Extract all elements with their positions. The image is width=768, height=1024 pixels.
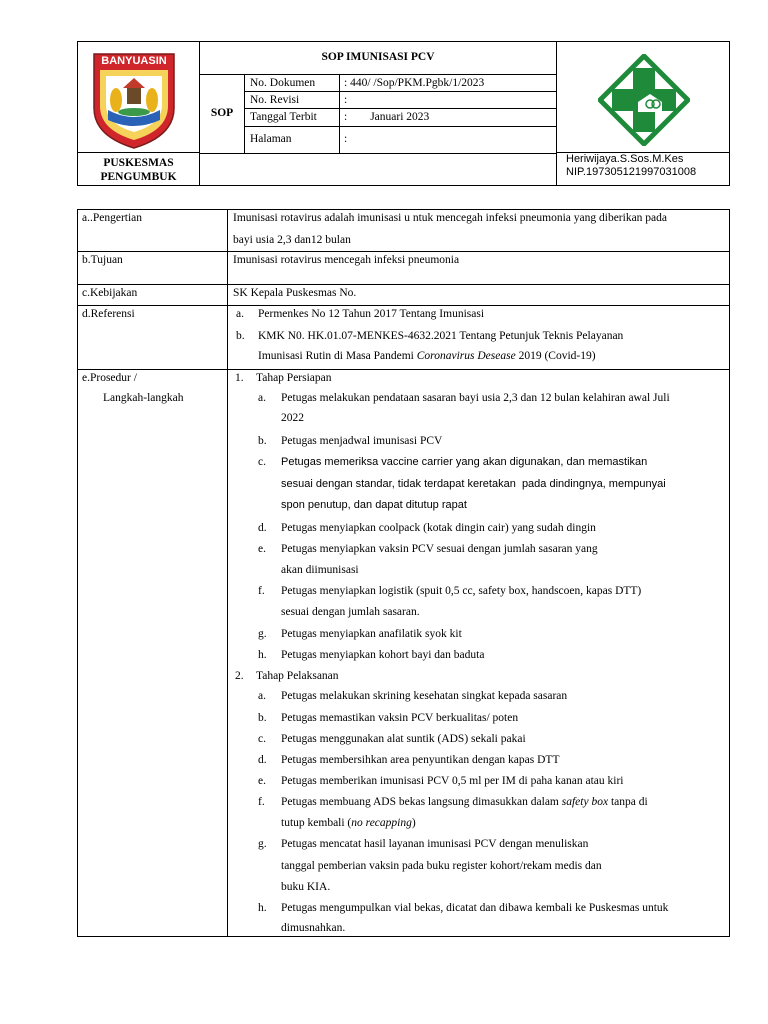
- field-label-tanggal: Tanggal Terbit: [250, 111, 317, 123]
- exec-d-marker: d.: [258, 754, 267, 766]
- org-line-2: PENGUMBUK: [100, 171, 177, 183]
- field-value-tanggal: : Januari 2023: [344, 111, 430, 123]
- prep-b-line-1: Petugas menjadwal imunisasi PCV: [281, 435, 443, 447]
- exec-g-line-2: tanggal pemberian vaksin pada buku register kohort/rekam medis dan: [281, 860, 602, 872]
- prep-a-line-1: Petugas melakukan pendataan sasaran bayi usia 2,3 dan 12 bulan kelahiran awal Juli: [281, 392, 670, 404]
- exec-a-line-1: Petugas melakukan skrining kesehatan singkat kepada sasaran: [281, 690, 568, 702]
- exec-b-marker: b.: [258, 712, 267, 724]
- field-value-dokumen: : 440/ /Sop/PKM.Pgbk/1/2023: [344, 77, 485, 89]
- sop-label: SOP: [210, 107, 234, 119]
- tujuan-label: b.Tujuan: [82, 254, 123, 266]
- exec-f-line-1: Petugas membuang ADS bekas langsung dimasukkan dalam safety box tanpa di: [281, 796, 648, 808]
- exec-c-line-1: Petugas menggunakan alat suntik (ADS) sekali pakai: [281, 733, 526, 745]
- exec-b-line-1: Petugas memastikan vaksin PCV berkualitas/ poten: [281, 712, 519, 724]
- exec-g-line-3: buku KIA.: [281, 881, 331, 893]
- exec-e-marker: e.: [258, 775, 266, 787]
- page-title: SOP IMUNISASI PCV: [321, 51, 435, 63]
- pengertian-line-2: bayi usia 2,3 dan12 bulan: [233, 234, 351, 246]
- exec-g-line-1: Petugas mencatat hasil layanan imunisasi PCV dengan menuliskan: [281, 838, 589, 850]
- exec-d-line-1: Petugas membersihkan area penyuntikan dengan kapas DTT: [281, 754, 560, 766]
- prep-h-line-1: Petugas menyiapkan kohort bayi dan baduta: [281, 649, 485, 661]
- prep-a-line-2: 2022: [281, 412, 304, 424]
- step-1-title: Tahap Persiapan: [256, 372, 332, 384]
- prep-f-line-1: Petugas menyiapkan logistik (spuit 0,5 cc, safety box, handscoen, kapas DTT): [281, 585, 642, 597]
- step-1-number: 1.: [235, 372, 244, 384]
- exec-f-marker: f.: [258, 796, 265, 808]
- tujuan-text: Imunisasi rotavirus mencegah infeksi pneumonia: [233, 254, 460, 266]
- field-label-revisi: No. Revisi: [250, 94, 300, 106]
- prep-h-marker: h.: [258, 649, 267, 661]
- field-label-halaman: Halaman: [250, 133, 292, 145]
- kebijakan-label: c.Kebijakan: [82, 287, 138, 299]
- logo-text: BANYUASIN: [101, 55, 167, 67]
- prep-e-line-2: akan diimunisasi: [281, 564, 359, 576]
- signer: [566, 153, 696, 179]
- org-name: [78, 156, 199, 184]
- exec-e-line-1: Petugas memberikan imunisasi PCV 0,5 ml per IM di paha kanan atau kiri: [281, 775, 624, 787]
- kebijakan-text: SK Kepala Puskesmas No.: [233, 287, 357, 299]
- step-2-title: Tahap Pelaksanan: [256, 670, 339, 682]
- prep-d-line-1: Petugas menyiapkan coolpack (kotak dingin cair) yang sudah dingin: [281, 522, 596, 534]
- prep-c-marker: c.: [258, 456, 266, 468]
- field-value-revisi: :: [344, 94, 348, 106]
- ref-b-line-2: Imunisasi Rutin di Masa Pandemi Coronavirus Desease 2019 (Covid-19): [258, 350, 596, 362]
- ref-b-marker: b.: [236, 330, 245, 342]
- prep-c-line-2: sesuai dengan standar, tidak terdapat keretakan pada dindingnya, mempunyai: [281, 478, 666, 490]
- exec-c-marker: c.: [258, 733, 266, 745]
- step-2-number: 2.: [235, 670, 244, 682]
- field-label-dokumen: No. Dokumen: [250, 77, 316, 89]
- prep-c-line-1: Petugas memeriksa vaccine carrier yang akan digunakan, dan memastikan: [281, 456, 648, 468]
- prep-b-marker: b.: [258, 435, 267, 447]
- field-value-halaman: :: [344, 133, 348, 145]
- exec-a-marker: a.: [258, 690, 266, 702]
- pengertian-line-1: Imunisasi rotavirus adalah imunisasi u ntuk mencegah infeksi pneumonia yang diberikan pada: [233, 212, 668, 224]
- exec-g-marker: g.: [258, 838, 267, 850]
- ref-a: Permenkes No 12 Tahun 2017 Tentang Imunisasi: [258, 308, 485, 320]
- prep-a-marker: a.: [258, 392, 266, 404]
- ref-b-line-1: KMK N0. HK.01.07-MENKES-4632.2021 Tentang Petunjuk Teknis Pelayanan: [258, 330, 624, 342]
- ref-a-marker: a.: [236, 308, 244, 320]
- referensi-label: d.Referensi: [82, 308, 135, 320]
- banyuasin-emblem-icon: [90, 50, 178, 150]
- prep-f-marker: f.: [258, 585, 265, 597]
- pengertian-label: a..Pengertian: [82, 212, 143, 224]
- prep-g-line-1: Petugas menyiapkan anafilatik syok kit: [281, 628, 462, 640]
- signer-name: Heriwijaya.S.Sos.M.Kes: [566, 153, 684, 165]
- prosedur-label-1: e.Prosedur /: [82, 372, 137, 384]
- exec-h-line-1: Petugas mengumpulkan vial bekas, dicatat dan dibawa kembali ke Puskesmas untuk: [281, 902, 669, 914]
- exec-h-marker: h.: [258, 902, 267, 914]
- prosedur-label-2: Langkah-langkah: [103, 392, 184, 404]
- prep-g-marker: g.: [258, 628, 267, 640]
- prep-f-line-2: sesuai dengan jumlah sasaran.: [281, 606, 420, 618]
- prep-e-line-1: Petugas menyiapkan vaksin PCV sesuai dengan jumlah sasaran yang: [281, 543, 598, 555]
- signer-nip: NIP.197305121997031008: [566, 166, 697, 178]
- puskesmas-cross-icon: [598, 54, 690, 146]
- prep-d-marker: d.: [258, 522, 267, 534]
- prep-c-line-3: spon penutup, dan dapat ditutup rapat: [281, 499, 467, 511]
- exec-h-line-2: dimusnahkan.: [281, 922, 346, 934]
- exec-f-line-2: tutup kembali (no recapping): [281, 817, 416, 829]
- org-line-1: PUSKESMAS: [103, 157, 174, 169]
- prep-e-marker: e.: [258, 543, 266, 555]
